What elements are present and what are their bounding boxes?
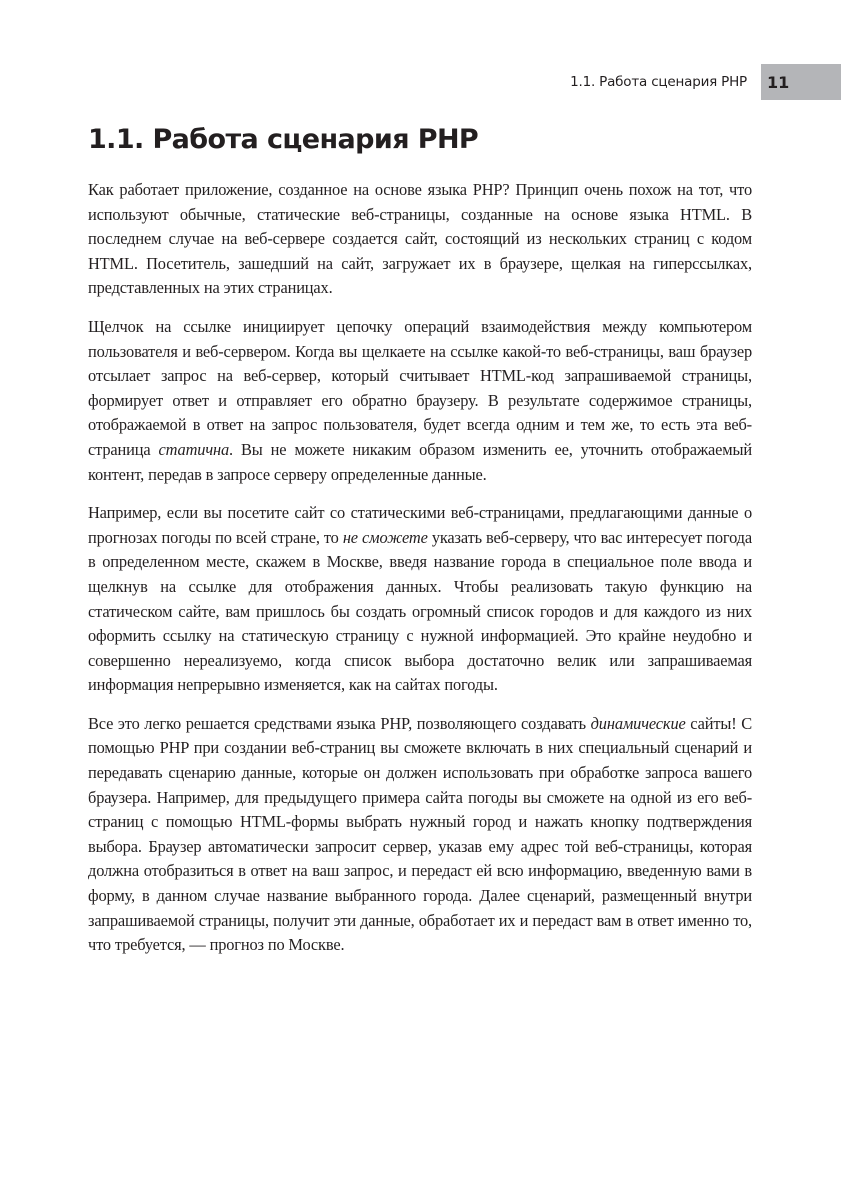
paragraph-4-before: Все это легко решается средствами языка PHP, позволяющего создавать — [88, 713, 591, 733]
running-head — [570, 64, 841, 100]
paragraph-4-emphasis: динамические — [590, 713, 686, 733]
paragraph-4 — [88, 712, 752, 958]
page-number: 11 — [767, 72, 790, 92]
running-head-title: 1.1. Работа сценария PHP — [570, 74, 747, 90]
paragraph-3 — [88, 501, 752, 698]
paragraph-2 — [88, 315, 752, 487]
paragraph-3-after: указать веб-серверу, что вас интересует погода в определенном месте, скажем в Москве, введя название города в специальное поле ввода и щелкнув на ссылке для отображения данных. Чтобы реализовать такую функцию на статическом сайте, вам пришлось бы создать огромный список городов и для каждого из них оформить ссылку на статическую страницу с нужной информацией. Это крайне неудобно и совершенно нереализуемо, когда список выбора достаточно велик или запрашиваемая информация непрерывно изменяется, как на сайтах погоды. — [88, 527, 752, 695]
paragraph-2-after: . Вы не можете никаким образом изменить ее, уточнить отображаемый контент, передав в запросе серверу определенные данные. — [88, 439, 752, 484]
section-title: 1.1. Работа сценария PHP — [88, 124, 479, 155]
paragraph-2-before: Щелчок на ссылке инициирует цепочку операций взаимодействия между компьютером пользователя и веб-сервером. Когда вы щелкаете на ссылке какой-то веб-страницы, ваш браузер отсылает запрос на веб-сервер, который считывает HTML-код запрашиваемой страницы, формирует ответ и отправляет его обратно браузеру. В результате содержимое страницы, отображаемой в ответ на запрос пользователя, будет всегда одним и тем же, то есть эта веб-страница — [88, 316, 752, 459]
paragraph-3-emphasis: не сможете — [342, 527, 428, 547]
paragraph-4-after: сайты! С помощью PHP при создании веб-страниц вы сможете включать в них специальный сценарий и передавать сценарию данные, которые он должен использовать при обработке запроса вашего браузера. Например, для предыдущего примера сайта погоды вы сможете на одной из его веб-страниц с помощью HTML-формы выбрать нужный город и нажать кнопку подтверждения выбора. Браузер автоматически запросит сервер, указав ему адрес той веб-страницы, которая должна отобразиться в ответ на ваш запрос, и передаст ей всю информацию, введенную вами в форму, в данном случае название выбранного города. Далее сценарий, размещенный внутри запрашиваемой страницы, получит эти данные, обработает их и передаст вам в ответ именно то, что требуется, — прогноз по Москве. — [88, 713, 752, 955]
body-text — [88, 178, 752, 972]
paragraph-2-emphasis: статична — [158, 439, 230, 459]
paragraph-1: Как работает приложение, созданное на основе языка PHP? Принцип очень похож на тот, что используют обычные, статические веб-страницы, созданные на основе языка HTML. В последнем случае на веб-сервере создается сайт, состоящий из нескольких страниц с кодом HTML. Посетитель, зашедший на сайт, загружает их в браузере, щелкая на гиперссылках, представленных на этих страницах. — [88, 180, 752, 298]
paragraph-3-before: Например, если вы посетите сайт со статическими веб-страницами, предлагающими данные о прогнозах погоды по всей стране, то — [88, 503, 752, 547]
page-number-box — [761, 64, 841, 100]
